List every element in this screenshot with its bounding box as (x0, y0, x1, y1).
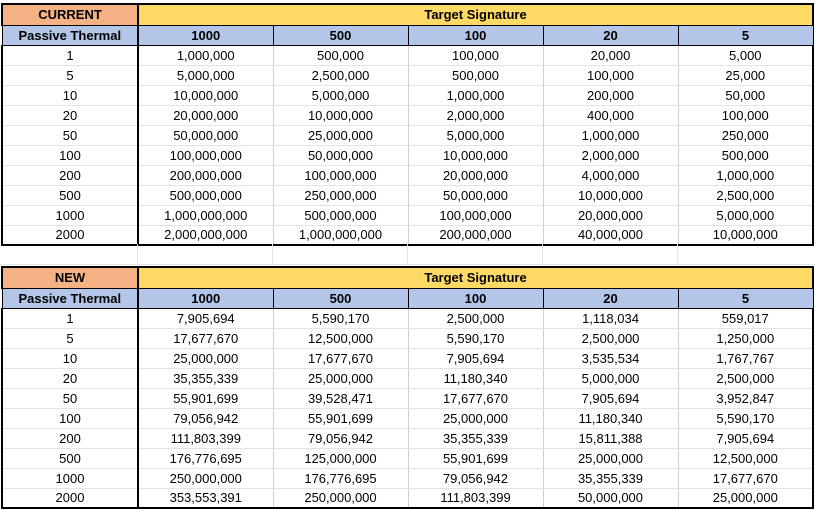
value-cell: 20,000,000 (543, 205, 678, 225)
passive-thermal-cell: 100 (2, 408, 138, 428)
value-cell: 3,535,534 (543, 348, 678, 368)
value-cell: 353,553,391 (138, 488, 273, 508)
value-cell: 2,000,000 (543, 145, 678, 165)
value-cell: 5,000 (678, 45, 813, 65)
value-cell: 17,677,670 (138, 328, 273, 348)
value-cell: 100,000,000 (273, 165, 408, 185)
passive-thermal-cell: 500 (2, 448, 138, 468)
value-cell: 111,803,399 (408, 488, 543, 508)
value-cell: 2,000,000 (408, 105, 543, 125)
table-row (2, 105, 813, 125)
passive-thermal-cell: 500 (2, 185, 138, 205)
passive-thermal-cell: 20 (2, 105, 138, 125)
value-cell: 2,500,000 (273, 65, 408, 85)
table-row (2, 205, 813, 225)
value-cell: 100,000 (408, 45, 543, 65)
table-row (2, 368, 813, 388)
value-cell: 5,590,170 (408, 328, 543, 348)
passive-thermal-cell: 10 (2, 85, 138, 105)
value-cell: 10,000,000 (678, 225, 813, 245)
passive-thermal-cell: 10 (2, 348, 138, 368)
value-cell: 25,000,000 (273, 125, 408, 145)
value-cell: 400,000 (543, 105, 678, 125)
value-cell: 5,000,000 (273, 85, 408, 105)
value-cell: 10,000,000 (273, 105, 408, 125)
value-cell: 25,000,000 (543, 448, 678, 468)
current-target-signature-header: Target Signature (138, 4, 813, 25)
value-cell: 125,000,000 (273, 448, 408, 468)
table-row (2, 85, 813, 105)
table-row (2, 328, 813, 348)
table-row (2, 45, 813, 65)
table-row (2, 388, 813, 408)
value-cell: 15,811,388 (543, 428, 678, 448)
table-row (2, 348, 813, 368)
value-cell: 1,000,000 (138, 45, 273, 65)
value-cell: 25,000,000 (273, 368, 408, 388)
new-column-header: 100 (408, 288, 543, 308)
value-cell: 2,500,000 (408, 308, 543, 328)
value-cell: 250,000 (678, 125, 813, 145)
value-cell: 12,500,000 (678, 448, 813, 468)
value-cell: 250,000,000 (273, 185, 408, 205)
value-cell: 250,000,000 (273, 488, 408, 508)
value-cell: 1,767,767 (678, 348, 813, 368)
value-cell: 7,905,694 (138, 308, 273, 328)
table-row (2, 65, 813, 85)
value-cell: 7,905,694 (678, 428, 813, 448)
value-cell: 2,500,000 (543, 328, 678, 348)
value-cell: 111,803,399 (138, 428, 273, 448)
value-cell: 79,056,942 (408, 468, 543, 488)
new-column-header: 1000 (138, 288, 273, 308)
new-table (1, 266, 814, 509)
current-column-header: 100 (408, 25, 543, 45)
value-cell: 11,180,340 (543, 408, 678, 428)
table-row (2, 308, 813, 328)
value-cell: 20,000 (543, 45, 678, 65)
value-cell: 500,000,000 (138, 185, 273, 205)
value-cell: 79,056,942 (273, 428, 408, 448)
value-cell: 5,000,000 (543, 368, 678, 388)
value-cell: 40,000,000 (543, 225, 678, 245)
value-cell: 25,000,000 (138, 348, 273, 368)
value-cell: 17,677,670 (408, 388, 543, 408)
new-tag: NEW (2, 267, 138, 288)
value-cell: 5,000,000 (408, 125, 543, 145)
value-cell: 25,000 (678, 65, 813, 85)
value-cell: 35,355,339 (408, 428, 543, 448)
value-cell: 10,000,000 (138, 85, 273, 105)
value-cell: 500,000 (273, 45, 408, 65)
new-target-signature-header: Target Signature (138, 267, 813, 288)
current-title-row (2, 4, 813, 25)
spacer-row (0, 244, 815, 265)
current-table (1, 3, 814, 246)
value-cell: 5,000,000 (678, 205, 813, 225)
value-cell: 176,776,695 (273, 468, 408, 488)
value-cell: 559,017 (678, 308, 813, 328)
value-cell: 10,000,000 (543, 185, 678, 205)
value-cell: 25,000,000 (408, 408, 543, 428)
value-cell: 100,000,000 (138, 145, 273, 165)
value-cell: 500,000 (408, 65, 543, 85)
value-cell: 5,590,170 (678, 408, 813, 428)
passive-thermal-cell: 200 (2, 165, 138, 185)
value-cell: 2,000,000,000 (138, 225, 273, 245)
passive-thermal-cell: 5 (2, 65, 138, 85)
table-row (2, 145, 813, 165)
value-cell: 20,000,000 (408, 165, 543, 185)
value-cell: 1,000,000,000 (138, 205, 273, 225)
new-column-header-row (2, 288, 813, 308)
value-cell: 176,776,695 (138, 448, 273, 468)
value-cell: 10,000,000 (408, 145, 543, 165)
value-cell: 5,590,170 (273, 308, 408, 328)
value-cell: 1,118,034 (543, 308, 678, 328)
table-row (2, 428, 813, 448)
value-cell: 50,000 (678, 85, 813, 105)
passive-thermal-cell: 50 (2, 125, 138, 145)
value-cell: 2,500,000 (678, 185, 813, 205)
value-cell: 250,000,000 (138, 468, 273, 488)
value-cell: 35,355,339 (138, 368, 273, 388)
passive-thermal-cell: 1000 (2, 205, 138, 225)
value-cell: 5,000,000 (138, 65, 273, 85)
current-column-header: 500 (273, 25, 408, 45)
table-row (2, 488, 813, 508)
passive-thermal-cell: 2000 (2, 488, 138, 508)
passive-thermal-cell: 100 (2, 145, 138, 165)
value-cell: 100,000 (543, 65, 678, 85)
value-cell: 7,905,694 (543, 388, 678, 408)
value-cell: 1,000,000 (543, 125, 678, 145)
new-title-row (2, 267, 813, 288)
value-cell: 200,000 (543, 85, 678, 105)
value-cell: 50,000,000 (543, 488, 678, 508)
current-tag: CURRENT (2, 4, 138, 25)
value-cell: 12,500,000 (273, 328, 408, 348)
value-cell: 17,677,670 (273, 348, 408, 368)
passive-thermal-cell: 2000 (2, 225, 138, 245)
current-column-header: 5 (678, 25, 813, 45)
value-cell: 55,901,699 (408, 448, 543, 468)
value-cell: 200,000,000 (138, 165, 273, 185)
value-cell: 4,000,000 (543, 165, 678, 185)
value-cell: 200,000,000 (408, 225, 543, 245)
current-passive-thermal-header: Passive Thermal (2, 25, 138, 45)
value-cell: 2,500,000 (678, 368, 813, 388)
passive-thermal-cell: 200 (2, 428, 138, 448)
value-cell: 20,000,000 (138, 105, 273, 125)
passive-thermal-cell: 5 (2, 328, 138, 348)
passive-thermal-cell: 1 (2, 308, 138, 328)
value-cell: 1,000,000 (408, 85, 543, 105)
passive-thermal-cell: 20 (2, 368, 138, 388)
value-cell: 79,056,942 (138, 408, 273, 428)
new-column-header: 20 (543, 288, 678, 308)
table-row (2, 468, 813, 488)
current-column-header: 1000 (138, 25, 273, 45)
value-cell: 55,901,699 (138, 388, 273, 408)
value-cell: 50,000,000 (408, 185, 543, 205)
passive-thermal-cell: 1000 (2, 468, 138, 488)
new-column-header: 500 (273, 288, 408, 308)
value-cell: 100,000,000 (408, 205, 543, 225)
current-column-header: 20 (543, 25, 678, 45)
value-cell: 1,000,000 (678, 165, 813, 185)
table-row (2, 408, 813, 428)
value-cell: 50,000,000 (273, 145, 408, 165)
value-cell: 25,000,000 (678, 488, 813, 508)
new-column-header: 5 (678, 288, 813, 308)
value-cell: 39,528,471 (273, 388, 408, 408)
value-cell: 500,000 (678, 145, 813, 165)
passive-thermal-cell: 50 (2, 388, 138, 408)
table-row (2, 225, 813, 245)
value-cell: 11,180,340 (408, 368, 543, 388)
table-row (2, 165, 813, 185)
new-passive-thermal-header: Passive Thermal (2, 288, 138, 308)
passive-thermal-cell: 1 (2, 45, 138, 65)
value-cell: 1,250,000 (678, 328, 813, 348)
value-cell: 35,355,339 (543, 468, 678, 488)
value-cell: 7,905,694 (408, 348, 543, 368)
value-cell: 3,952,847 (678, 388, 813, 408)
value-cell: 55,901,699 (273, 408, 408, 428)
value-cell: 50,000,000 (138, 125, 273, 145)
table-row (2, 125, 813, 145)
table-row (2, 448, 813, 468)
value-cell: 1,000,000,000 (273, 225, 408, 245)
value-cell: 17,677,670 (678, 468, 813, 488)
current-column-header-row (2, 25, 813, 45)
value-cell: 500,000,000 (273, 205, 408, 225)
table-row (2, 185, 813, 205)
value-cell: 100,000 (678, 105, 813, 125)
